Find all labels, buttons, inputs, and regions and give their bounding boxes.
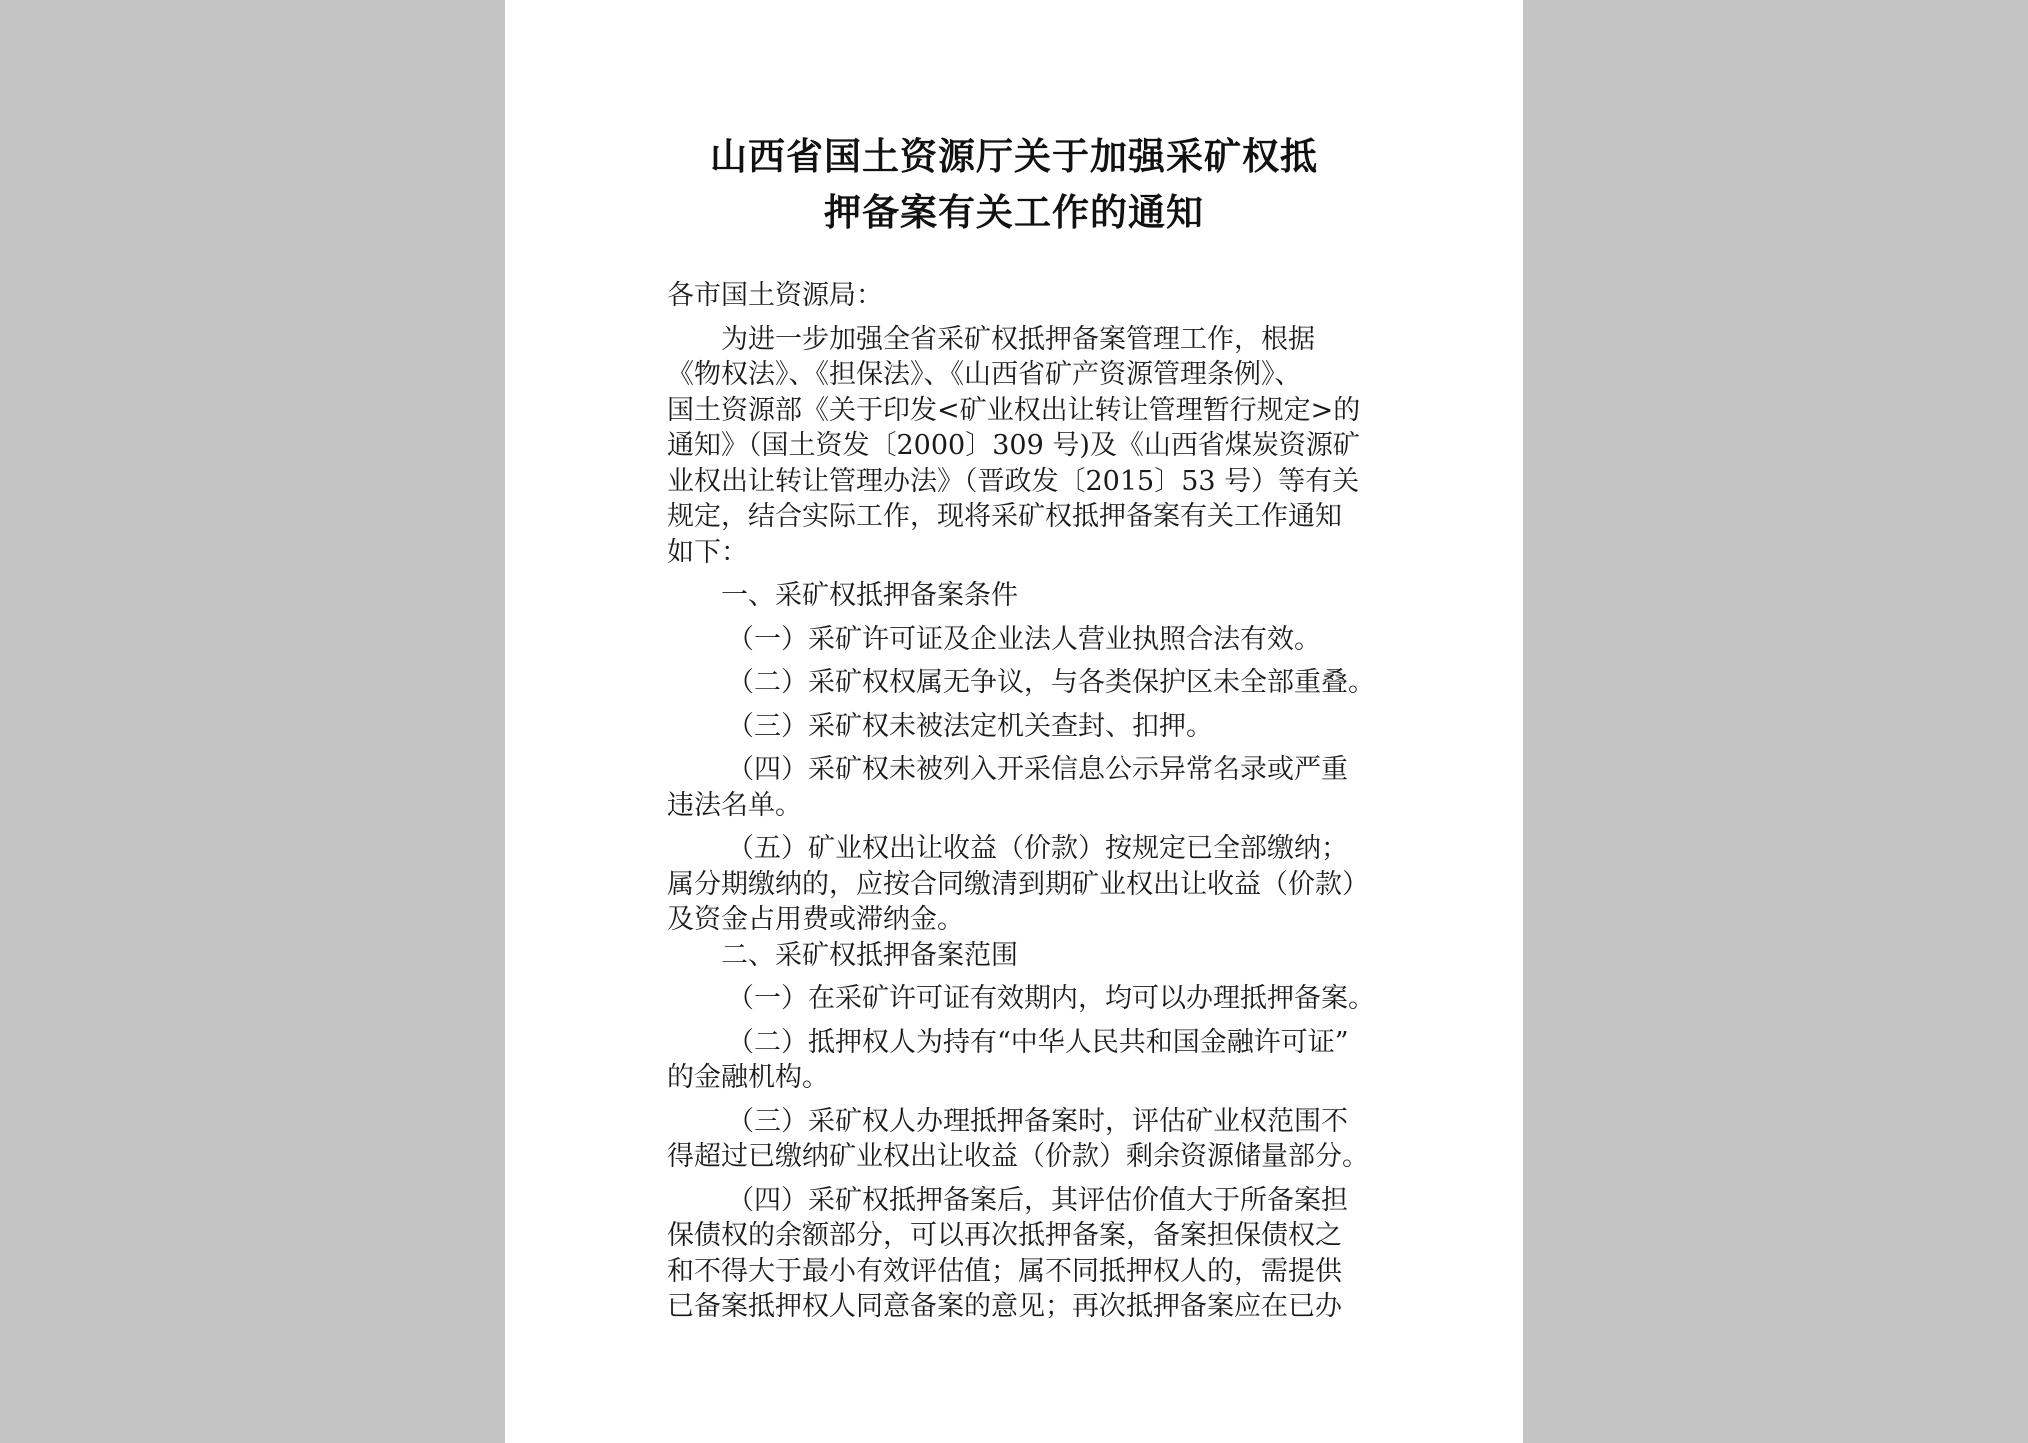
scope-item-3-cont: 得超过已缴纳矿业权出让收益（价款）剩余资源储量部分。 (667, 1141, 1369, 1172)
document-title (505, 128, 1523, 240)
intro-line: 国土资源部《关于印发<矿业权出让转让管理暂行规定>的 (667, 394, 1361, 426)
condition-item-5-cont: 属分期缴纳的，应按合同缴清到期矿业权出让收益（价款） (667, 868, 1369, 900)
condition-item-3: （三）采矿权未被法定机关查封、扣押。 (727, 710, 1213, 742)
condition-item-2: （二）采矿权权属无争议，与各类保护区未全部重叠。 (727, 667, 1375, 698)
intro-line: 如下： (667, 536, 748, 568)
scope-item-2: （二）抵押权人为持有“中华人民共和国金融许可证” (727, 1026, 1349, 1058)
condition-item-4: （四）采矿权未被列入开采信息公示异常名录或严重 (727, 754, 1348, 785)
document-body (667, 278, 1377, 1325)
intro-line: 《物权法》、《担保法》、《山西省矿产资源管理条例》、 (667, 359, 1302, 390)
scope-item-4-cont: 和不得大于最小有效评估值；属不同抵押权人的，需提供 (667, 1255, 1342, 1287)
section-heading-2: 二、采矿权抵押备案范围 (721, 939, 1018, 971)
condition-item-5-cont: 及资金占用费或滞纳金。 (667, 904, 964, 935)
title-line-1: 山西省国土资源厅关于加强采矿权抵 (710, 134, 1318, 178)
section-heading-1: 一、采矿权抵押备案条件 (721, 580, 1018, 611)
intro-line: 为进一步加强全省采矿权抵押备案管理工作，根据 (721, 323, 1315, 355)
condition-item-4-cont: 违法名单。 (667, 789, 802, 821)
scope-item-4: （四）采矿权抵押备案后，其评估价值大于所备案担 (727, 1184, 1348, 1216)
intro-line: 通知》（国土资发〔2000〕309 号)及《山西省煤炭资源矿 (667, 430, 1360, 461)
scope-item-1: （一）在采矿许可证有效期内，均可以办理抵押备案。 (727, 983, 1375, 1014)
intro-line: 规定，结合实际工作，现将采矿权抵押备案有关工作通知 (667, 501, 1342, 532)
intro-line: 业权出让转让管理办法》（晋政发〔2015〕53 号）等有关 (667, 465, 1360, 497)
salutation: 各市国土资源局： (667, 280, 883, 311)
document-page (505, 0, 1523, 1443)
condition-item-5: （五）矿业权出让收益（价款）按规定已全部缴纳； (727, 833, 1348, 864)
scope-item-3: （三）采矿权人办理抵押备案时，评估矿业权范围不 (727, 1105, 1348, 1137)
scope-item-4-cont: 已备案抵押权人同意备案的意见；再次抵押备案应在已办 (667, 1291, 1342, 1322)
scope-item-2-cont: 的金融机构。 (667, 1062, 829, 1093)
scope-item-4-cont: 保债权的余额部分，可以再次抵押备案，备案担保债权之 (667, 1220, 1342, 1251)
condition-item-1: （一）采矿许可证及企业法人营业执照合法有效。 (727, 623, 1321, 655)
title-line-2: 押备案有关工作的通知 (824, 190, 1204, 234)
